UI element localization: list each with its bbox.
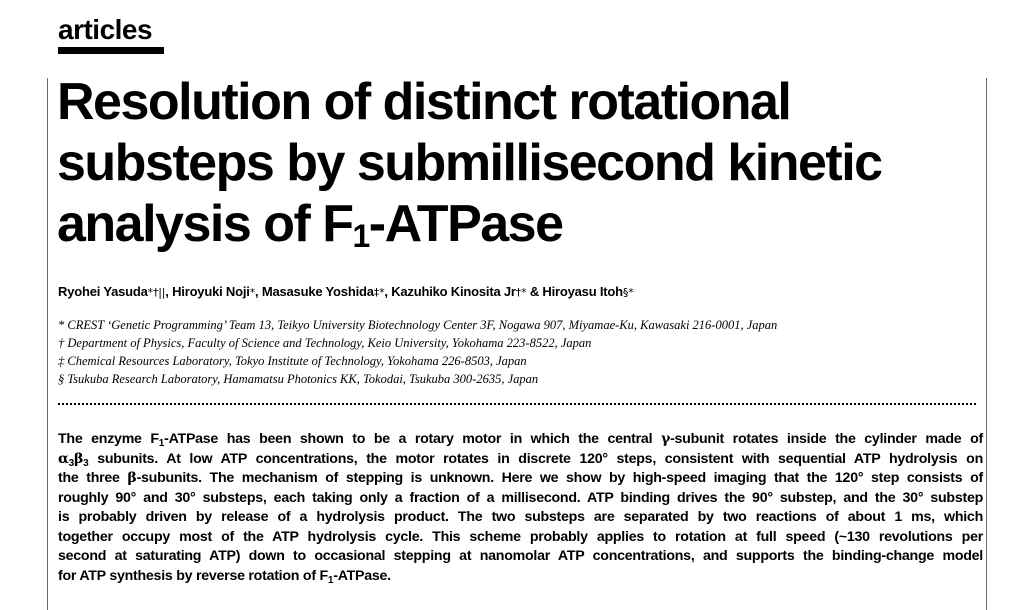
author-affiliation-marks: * [249, 286, 255, 299]
author-name: Masasuke Yoshida [261, 284, 374, 299]
abstract-line [58, 567, 983, 587]
section-label-underline [58, 47, 164, 54]
author-separator: , [165, 284, 173, 299]
abstract-subscript: 3 [68, 457, 74, 469]
title-line-3 [57, 194, 982, 255]
dotted-separator [58, 403, 976, 405]
title-line-3-suffix: -ATPase [368, 195, 563, 253]
abstract-text: -subunits. The mechanism of stepping is unknown. Here we show by high-speed imaging that the 120° step consists of [136, 470, 983, 486]
left-frame-rule [47, 78, 48, 610]
right-frame-rule [986, 78, 987, 610]
author-name: Ryohei Yasuda [58, 284, 148, 299]
greek-symbol: γ [660, 431, 671, 447]
author-affiliation-marks: †* [515, 286, 527, 299]
abstract-text: -ATPase has been shown to be a rotary motor in which the central [164, 431, 661, 447]
title-line-2: substeps by submillisecond kinetic [57, 134, 882, 192]
abstract [58, 430, 983, 586]
affiliation-item: † Department of Physics, Faculty of Science and Technology, Keio University, Yokohama 223-8522, Japan [58, 336, 592, 350]
affiliation-item: § Tsukuba Research Laboratory, Hamamatsu Photonics KK, Tokodai, Tsukuba 300-2635, Japan [58, 372, 539, 386]
author-name: Hiroyuki Noji [172, 284, 250, 299]
abstract-subscript: 1 [327, 574, 334, 586]
article-title [57, 72, 982, 255]
greek-symbol: β [127, 470, 137, 486]
abstract-text: -ATPase. [333, 567, 391, 584]
abstract-line [58, 430, 983, 450]
author-separator: , [384, 284, 392, 299]
abstract-text: The enzyme F [58, 431, 159, 447]
abstract-line [58, 469, 983, 489]
abstract-line: is probably driven by release of a hydrolysis product. The two substeps are separated by two reactions of about 1 ms, which [58, 509, 983, 525]
author-affiliation-marks: §* [622, 286, 634, 299]
abstract-text: subunits. At low ATP concentrations, the motor rotates in discrete 120° steps, consistent with sequential ATP hydrolysis on [88, 450, 983, 467]
author-name: Kazuhiko Kinosita Jr [391, 284, 516, 299]
title-line-1: Resolution of distinct rotational [57, 73, 791, 131]
author-affiliation-marks: *†|| [147, 286, 166, 299]
author-name: Hiroyasu Itoh [542, 284, 623, 299]
abstract-line: second at saturating ATP) down to occasional stepping at nanomolar ATP concentrations, and supports the binding-change model [58, 548, 983, 564]
author-separator: , [255, 284, 262, 299]
affiliation-item: * CREST ‘Genetic Programming’ Team 13, Teikyo University Biotechnology Center 3F, Nogawa 907, Miyamae-Ku, Kawasaki 216-0001, Japan [58, 318, 778, 332]
abstract-text: -subunit rotates inside the cylinder made of [670, 431, 983, 447]
author-separator: & [526, 284, 543, 299]
title-line-3-text: analysis of F [57, 195, 353, 253]
title-subscript: 1 [352, 218, 369, 254]
author-affiliation-marks: ‡* [373, 286, 385, 299]
abstract-line [58, 450, 983, 470]
abstract-text: the three [58, 470, 128, 486]
abstract-line: roughly 90° and 30° substeps, each taking only a fraction of a millisecond. ATP binding drives the 90° substep, and the 30° substep [58, 489, 983, 506]
author-list [58, 283, 983, 302]
abstract-line: together occupy most of the ATP hydrolysis cycle. This scheme probably applies to rotation at full speed (~130 revolutions per [58, 528, 983, 545]
affiliation-list [58, 316, 983, 388]
section-label: articles [58, 14, 153, 45]
greek-symbol: β [73, 450, 84, 467]
abstract-subscript: 1 [158, 438, 165, 449]
affiliation-item: ‡ Chemical Resources Laboratory, Tokyo Institute of Technology, Yokohama 226-8503, Japan [58, 354, 527, 368]
abstract-subscript: 3 [83, 457, 89, 469]
abstract-text: for ATP synthesis by reverse rotation of F [58, 567, 328, 584]
greek-symbol: α [58, 450, 69, 467]
